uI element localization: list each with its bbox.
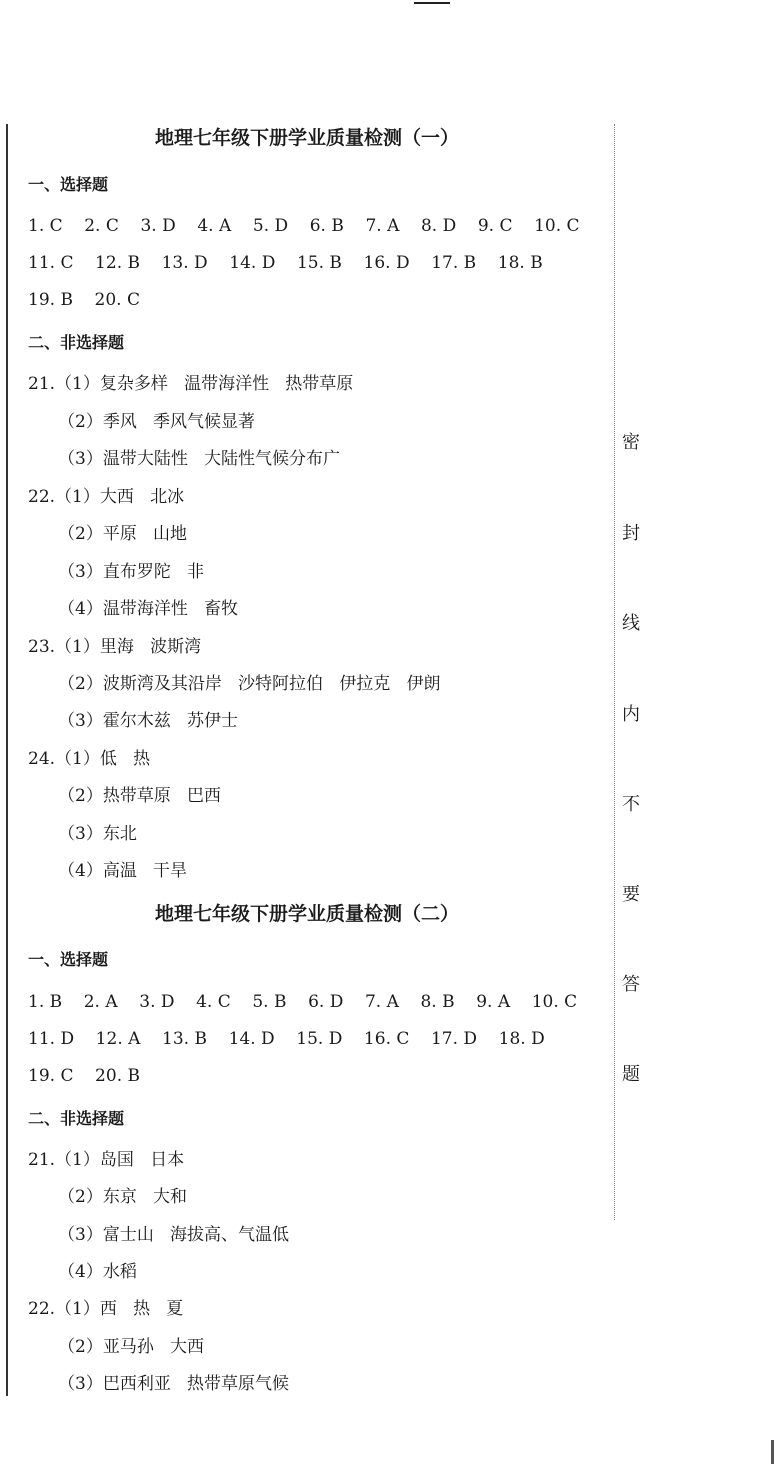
quiz2-mc-line: 1. B 2. A 3. D 4. C 5. B 6. D 7. A 8. B 9. A 10. C bbox=[28, 992, 578, 1012]
quiz2-section-choice: 一、选择题 bbox=[28, 950, 109, 969]
quiz1-answer-line: （3）东北 bbox=[58, 824, 137, 844]
quiz2-answer-line: 22.（1）西 热 夏 bbox=[28, 1299, 184, 1319]
quiz1-section-open: 二、非选择题 bbox=[28, 333, 125, 352]
quiz1-answer-line: （4）温带海洋性 畜牧 bbox=[58, 599, 239, 619]
seal-char: 密 bbox=[622, 432, 640, 453]
quiz1-answer-line: 21.（1）复杂多样 温带海洋性 热带草原 bbox=[28, 374, 354, 394]
quiz2-title: 地理七年级下册学业质量检测（二） bbox=[154, 903, 459, 925]
quiz1-answer-line: （2）热带草原 巴西 bbox=[58, 786, 222, 806]
quiz1-title: 地理七年级下册学业质量检测（一） bbox=[154, 127, 459, 149]
quiz2-section-open: 二、非选择题 bbox=[28, 1109, 125, 1128]
quiz1-mc-line: 19. B 20. C bbox=[28, 290, 140, 310]
quiz1-answer-line: （3）霍尔木兹 苏伊士 bbox=[58, 711, 239, 731]
quiz2-answer-line: （3）富士山 海拔高、气温低 bbox=[58, 1225, 290, 1245]
quiz1-answer-line: （4）高温 干旱 bbox=[58, 861, 188, 881]
seal-char: 不 bbox=[622, 794, 640, 815]
quiz2-answer-line: （3）巴西利亚 热带草原气候 bbox=[58, 1374, 290, 1394]
quiz1-mc-line: 11. C 12. B 13. D 14. D 15. B 16. D 17. B 18. B bbox=[28, 253, 543, 273]
quiz1-answer-line: 22.（1）大西 北冰 bbox=[28, 487, 185, 507]
quiz1-answer-line: 24.（1）低 热 bbox=[28, 749, 151, 769]
seal-char: 线 bbox=[622, 613, 640, 634]
left-margin-rule bbox=[6, 124, 8, 1396]
right-edge-mark bbox=[771, 1440, 774, 1464]
quiz2-answer-line: 21.（1）岛国 日本 bbox=[28, 1150, 185, 1170]
quiz1-section-choice: 一、选择题 bbox=[28, 175, 109, 194]
quiz1-answer-line: （3）温带大陆性 大陆性气候分布广 bbox=[58, 449, 341, 469]
seal-char: 要 bbox=[622, 884, 640, 905]
seal-char: 答 bbox=[622, 974, 640, 995]
quiz1-answer-line: 23.（1）里海 波斯湾 bbox=[28, 637, 202, 657]
seal-char: 题 bbox=[622, 1064, 640, 1085]
quiz2-answer-line: （4）水稻 bbox=[58, 1262, 137, 1282]
quiz1-answer-line: （2）季风 季风气候显著 bbox=[58, 412, 256, 432]
quiz1-answer-line: （2）平原 山地 bbox=[58, 524, 188, 544]
quiz2-answer-line: （2）东京 大和 bbox=[58, 1187, 188, 1207]
quiz2-mc-line: 19. C 20. B bbox=[28, 1066, 140, 1086]
quiz2-mc-line: 11. D 12. A 13. B 14. D 15. D 16. C 17. D 18. D bbox=[28, 1029, 545, 1049]
top-edge-mark bbox=[414, 2, 450, 4]
quiz1-mc-line: 1. C 2. C 3. D 4. A 5. D 6. B 7. A 8. D 9. C 10. C bbox=[28, 216, 580, 236]
seal-char: 内 bbox=[622, 704, 640, 725]
seal-char: 封 bbox=[622, 523, 640, 544]
quiz1-answer-line: （3）直布罗陀 非 bbox=[58, 562, 205, 582]
quiz2-answer-line: （2）亚马孙 大西 bbox=[58, 1337, 205, 1357]
seal-dotted-line bbox=[614, 124, 615, 1220]
quiz1-answer-line: （2）波斯湾及其沿岸 沙特阿拉伯 伊拉克 伊朗 bbox=[58, 674, 441, 694]
